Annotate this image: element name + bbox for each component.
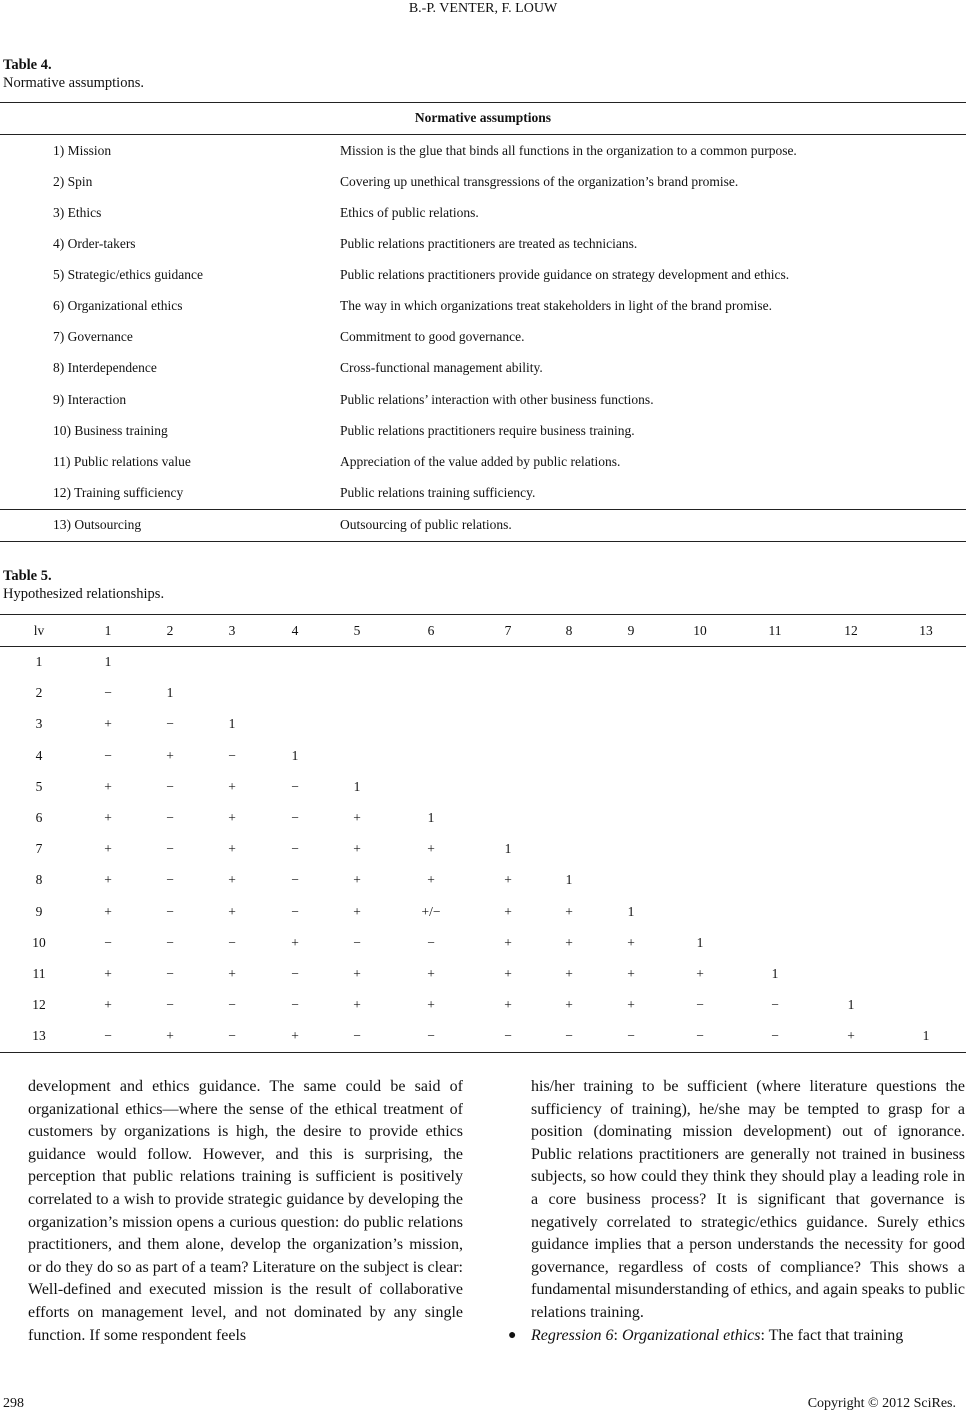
table5-cell: + [353, 997, 361, 1012]
table4-bottom-rule [0, 541, 966, 542]
table5-cell: + [104, 872, 112, 887]
table5-cell: + [627, 935, 635, 950]
table5-header-cell: 12 [844, 623, 858, 638]
table5-cell: − [228, 997, 236, 1012]
table5-cell: − [291, 904, 299, 919]
table5-row-label: 4 [35, 748, 43, 763]
table5-cell: − [353, 935, 361, 950]
table4-assumption-description: Public relations practitioners require business training. [340, 423, 635, 438]
table5-title: Hypothesized relationships. [3, 586, 165, 602]
table4-row [0, 483, 966, 503]
table5-row-label: 7 [35, 841, 43, 856]
table5-cell: − [104, 748, 112, 763]
table5-header-cell: 7 [504, 623, 512, 638]
table5-cell: 1 [427, 810, 435, 825]
table5-bottom-rule [0, 1052, 966, 1053]
table4-assumption-name: 12) Training sufficiency [53, 485, 184, 500]
table5-cell: + [427, 966, 435, 981]
table4-row [0, 265, 966, 285]
table5-header-cell: 10 [693, 623, 707, 638]
table5-header-cell: 5 [353, 623, 361, 638]
table5-header-rule [0, 646, 966, 647]
table5-cell: + [427, 997, 435, 1012]
table5-cell: + [504, 997, 512, 1012]
table5-cell: − [291, 810, 299, 825]
table4-assumption-name: 2) Spin [53, 174, 93, 189]
table5-cell: − [627, 1028, 635, 1043]
table5-cell: − [771, 997, 779, 1012]
table5-cell: + [427, 841, 435, 856]
body-paragraph-left: development and ethics guidance. The same could be said of organizational ethics—where the sense of the ethical treatment of customers by organizations is high, the desire to provide ethics guidance would follow. However, and this is surprising, the perception that public relations training is sufficient is positively correlated to a wish to provide strategic guidance by developing the organization’s mission opens a curious question: do public relations practitioners, and them alone, develop the organization’s mission, or do they do so as part of a team? Literature on the subject is clear: Well-defined and executed mission is the result of collaborative efforts on management level, and not dominated by any single function. If some respondent feels [28, 1078, 463, 1344]
table5-cell: + [627, 966, 635, 981]
table5-cell: − [228, 748, 236, 763]
table4-inner-rule [0, 509, 966, 510]
table5-cell: + [627, 997, 635, 1012]
table5-row-label: 2 [35, 685, 43, 700]
table5-header-cell: 2 [166, 623, 174, 638]
table5-caption [3, 567, 164, 603]
table5-cell: − [696, 997, 704, 1012]
table4-assumption-description: Covering up unethical transgressions of the organization’s brand promise. [340, 174, 739, 189]
table4-assumption-name: 7) Governance [53, 329, 133, 344]
table4-row [0, 515, 966, 535]
table5-cell: + [504, 935, 512, 950]
table4-row [0, 327, 966, 347]
table5-header-cell: lv [33, 623, 45, 638]
table4-assumption-description: Cross-functional management ability. [340, 360, 543, 375]
table4-header-rule [0, 134, 966, 135]
table5-cell: +/− [421, 904, 441, 919]
table5-cell: + [565, 997, 573, 1012]
table5-header-cell: 6 [427, 623, 435, 638]
table5-header-cell: 9 [627, 623, 635, 638]
table5-cell: 1 [771, 966, 779, 981]
table5-cell: 1 [104, 654, 112, 669]
table5-cell: − [104, 935, 112, 950]
bullet-sep: : [613, 1326, 622, 1344]
table5-row-label: 3 [35, 716, 43, 731]
table5-cell: + [228, 841, 236, 856]
table5-header-cell: 11 [768, 623, 782, 638]
table5-cell: 1 [353, 779, 361, 794]
table5-row-label: 11 [32, 966, 46, 981]
table5-row-label: 5 [35, 779, 43, 794]
table5-cell: 1 [696, 935, 704, 950]
table5-cell: + [166, 748, 174, 763]
table5-cell: − [771, 1028, 779, 1043]
table4-row [0, 390, 966, 410]
table4-assumption-description: Public relations practitioners provide guidance on strategy development and ethics. [340, 267, 790, 282]
table5-row-label: 1 [35, 654, 43, 669]
table5-header-cell: 3 [228, 623, 236, 638]
bullet-dot-icon: ● [508, 1327, 517, 1343]
table5-cell: + [427, 872, 435, 887]
table5-cell: − [104, 685, 112, 700]
table5-row-label: 8 [35, 872, 43, 887]
table5-cell: + [504, 872, 512, 887]
table5-header-cell: 13 [919, 623, 933, 638]
table5-cell: − [166, 779, 174, 794]
table4-row [0, 358, 966, 378]
table4-assumption-name: 9) Interaction [53, 392, 127, 407]
table5-row-label: 13 [32, 1028, 46, 1043]
table5-cell: 1 [504, 841, 512, 856]
table4-assumption-name: 1) Mission [53, 143, 112, 158]
table5-cell: − [166, 966, 174, 981]
table5-cell: − [166, 872, 174, 887]
table4-assumption-description: Appreciation of the value added by public relations. [340, 454, 621, 469]
table4-row [0, 234, 966, 254]
table4-assumption-description: Public relations training sufficiency. [340, 485, 536, 500]
table5-cell: 1 [291, 748, 299, 763]
table4-assumption-name: 5) Strategic/ethics guidance [53, 267, 203, 282]
table5-cell: + [104, 716, 112, 731]
table5-cell: + [353, 966, 361, 981]
table4-assumption-description: Public relations practitioners are treated as technicians. [340, 236, 638, 251]
table5-cell: − [291, 872, 299, 887]
table5-cell: − [166, 810, 174, 825]
table5-cell: − [696, 1028, 704, 1043]
table5-cell: + [228, 779, 236, 794]
table4-caption [3, 56, 144, 92]
table5-cell: − [504, 1028, 512, 1043]
table5-cell: + [291, 1028, 299, 1043]
table5-cell: + [353, 872, 361, 887]
table5-cell: 1 [627, 904, 635, 919]
table5-cell: 1 [228, 716, 236, 731]
table4-assumption-description: Ethics of public relations. [340, 205, 479, 220]
table5-cell: − [166, 997, 174, 1012]
table4-assumption-name: 13) Outsourcing [53, 517, 142, 532]
body-column-right [508, 1076, 965, 1347]
table5-cell: 1 [847, 997, 855, 1012]
table5-cell: + [696, 966, 704, 981]
table5-cell: − [166, 841, 174, 856]
table5-cell: 1 [922, 1028, 930, 1043]
table5-cell: − [427, 935, 435, 950]
table5-cell: 1 [166, 685, 174, 700]
table4-assumption-name: 4) Order-takers [53, 236, 136, 251]
table5-cell: + [104, 904, 112, 919]
bullet-label: Regression 6 [531, 1326, 614, 1344]
table4-assumption-description: The way in which organizations treat stakeholders in light of the brand promise. [340, 298, 773, 313]
bullet-item [508, 1325, 965, 1348]
table5-cell: − [565, 1028, 573, 1043]
table5-cell: − [104, 1028, 112, 1043]
table5-cell: − [353, 1028, 361, 1043]
table5-cell: − [166, 904, 174, 919]
table5-cell: − [166, 935, 174, 950]
table4-row [0, 172, 966, 192]
table5-cell: + [104, 966, 112, 981]
table5-header-cell: 4 [291, 623, 299, 638]
table5-cell: + [565, 966, 573, 981]
table4-title: Normative assumptions. [3, 75, 144, 91]
table5-cell: + [353, 810, 361, 825]
table5-cell: + [353, 904, 361, 919]
table5-cell: + [166, 1028, 174, 1043]
table5-row-label: 10 [32, 935, 46, 950]
table5-cell: + [104, 841, 112, 856]
page-number: 298 [3, 1396, 24, 1411]
table5-cell: − [228, 1028, 236, 1043]
table4-row [0, 452, 966, 472]
table4-label: Table 4. [3, 57, 52, 73]
body-paragraph-right: his/her training to be sufficient (where literature questions the sufficiency of training), he/she may be tempted to grasp for a position (dominating mission development) out of ignorance. Public relations practitioners are generally not trained in business subjects, so how could they think they should play a leading role in a core business process? It is significant that governance is negatively correlated to strategic/ethics guidance. Surely ethics guidance implies that a person understands the necessity for good governance, regardless of costs of compliance? This shows a fundamental misunderstanding of ethics, and again speaks to public relations training. [531, 1078, 965, 1321]
table5-cell: + [504, 904, 512, 919]
bullet-topic: Organizational ethics [621, 1326, 761, 1344]
table5-row-label: 6 [35, 810, 43, 825]
table4-top-rule [0, 102, 966, 103]
table5-cell: + [228, 810, 236, 825]
table5-cell: + [847, 1028, 855, 1043]
table4-assumption-description: Commitment to good governance. [340, 329, 525, 344]
table5-cell: − [291, 997, 299, 1012]
copyright: Copyright © 2012 SciRes. [807, 1396, 956, 1411]
table4-assumption-name: 6) Organizational ethics [53, 298, 183, 313]
table5-top-rule [0, 614, 966, 615]
table5-row-label: 9 [35, 904, 43, 919]
table5-cell: + [104, 997, 112, 1012]
table5-cell: + [504, 966, 512, 981]
table5-cell: + [104, 779, 112, 794]
running-head: B.-P. VENTER, F. LOUW [408, 1, 558, 16]
table4-row [0, 203, 966, 223]
table5-cell: − [291, 779, 299, 794]
table5-cell: + [104, 810, 112, 825]
table4-row [0, 296, 966, 316]
table5-cell: + [228, 872, 236, 887]
bullet-text: : The fact that training [760, 1326, 904, 1344]
table5-header-cell: 8 [565, 623, 573, 638]
table4-header: Normative assumptions [414, 110, 552, 125]
table4-assumption-description: Public relations’ interaction with other business functions. [340, 392, 654, 407]
table4-assumption-name: 10) Business training [53, 423, 168, 438]
table4-assumption-description: Mission is the glue that binds all functions in the organization to a common purpose. [340, 143, 797, 158]
table5-row-label: 12 [32, 997, 46, 1012]
table4-assumption-name: 3) Ethics [53, 205, 102, 220]
table4-assumption-description: Outsourcing of public relations. [340, 517, 512, 532]
table5-label: Table 5. [3, 568, 52, 584]
table5-cell: + [565, 904, 573, 919]
table5-header-cell: 1 [104, 623, 112, 638]
table4-row [0, 421, 966, 441]
table5-cell: + [565, 935, 573, 950]
body-column-left [28, 1076, 463, 1347]
table5-cell: − [291, 966, 299, 981]
table5-cell: + [291, 935, 299, 950]
table5-cell: + [228, 966, 236, 981]
table4-assumption-name: 11) Public relations value [53, 454, 191, 469]
table4-assumption-name: 8) Interdependence [53, 360, 157, 375]
table5-cell: − [166, 716, 174, 731]
table5-cell: + [353, 841, 361, 856]
table5-cell: − [228, 935, 236, 950]
table5-cell: 1 [565, 872, 573, 887]
table5-cell: + [228, 904, 236, 919]
table4-row [0, 141, 966, 161]
table5-cell: − [427, 1028, 435, 1043]
table5-cell: − [291, 841, 299, 856]
